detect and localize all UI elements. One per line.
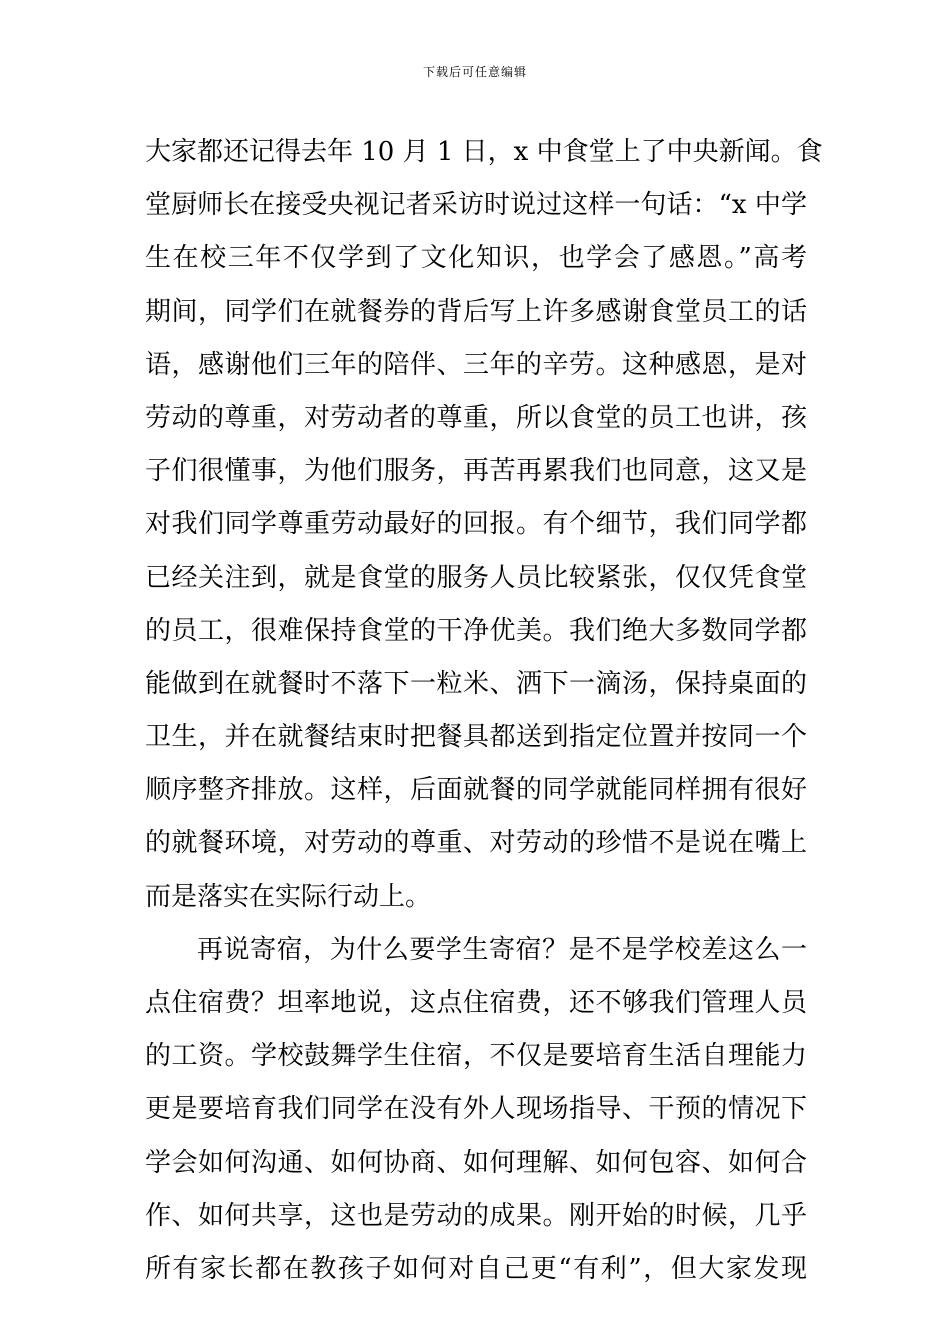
- text-line: 的就餐环境，对劳动的尊重、对劳动的珍惜不是说在嘴上: [145, 828, 807, 859]
- text-line: 点住宿费？坦率地说，这点住宿费，还不够我们管理人员: [145, 988, 807, 1018]
- page-header: 下载后可任意编辑: [422, 65, 527, 79]
- text-line: 大家都还记得去年 10 月 1 日，x 中食堂上了中央新闻。食: [145, 137, 823, 167]
- text-line: 已经关注到，就是食堂的服务人员比较紧张，仅仅凭食堂: [145, 562, 807, 593]
- text-line: 生在校三年不仅学到了文化知识，也学会了感恩。”高考: [145, 243, 807, 274]
- text-line: 学会如何沟通、如何协商、如何理解、如何包容、如何合: [145, 1147, 807, 1178]
- text-line: 期间，同学们在就餐券的背后写上许多感谢食堂员工的话: [145, 296, 807, 327]
- text-line: 再说寄宿，为什么要学生寄宿？是不是学校差这么一: [197, 934, 807, 965]
- text-line: 所有家长都在教孩子如何对自己更“有利”，但大家发现: [145, 1253, 807, 1284]
- text-line: 更是要培育我们同学在没有外人现场指导、干预的情况下: [145, 1094, 807, 1125]
- text-line: 的工资。学校鼓舞学生住宿，不仅是要培育生活自理能力: [145, 1041, 807, 1072]
- paragraph-1: [145, 126, 823, 924]
- text-line: 能做到在就餐时不落下一粒米、洒下一滴汤，保持桌面的: [145, 668, 807, 699]
- text-line: 语，感谢他们三年的陪伴、三年的辛劳。这种感恩，是对: [145, 349, 807, 380]
- body-text: [145, 126, 823, 1296]
- text-line: 顺序整齐排放。这样，后面就餐的同学就能同样拥有很好: [145, 775, 807, 806]
- text-line: 卫生，并在就餐结束时把餐具都送到指定位置并按同一个: [145, 722, 807, 753]
- text-line: 而是落实在实际行动上。: [145, 881, 432, 912]
- text-line: 对我们同学尊重劳动最好的回报。有个细节，我们同学都: [145, 509, 807, 540]
- text-line: 子们很懂事，为他们服务，再苦再累我们也同意，这又是: [145, 456, 807, 487]
- text-line: 劳动的尊重，对劳动者的尊重，所以食堂的员工也讲，孩: [145, 402, 807, 433]
- paragraph-2: [145, 924, 807, 1296]
- text-line: 堂厨师长在接受央视记者采访时说过这样一句话：“x 中学: [145, 190, 807, 221]
- text-line: 的员工，很难保持食堂的干净优美。我们绝大多数同学都: [145, 615, 807, 646]
- text-line: 作、如何共享，这也是劳动的成果。刚开始的时候，几乎: [145, 1200, 807, 1231]
